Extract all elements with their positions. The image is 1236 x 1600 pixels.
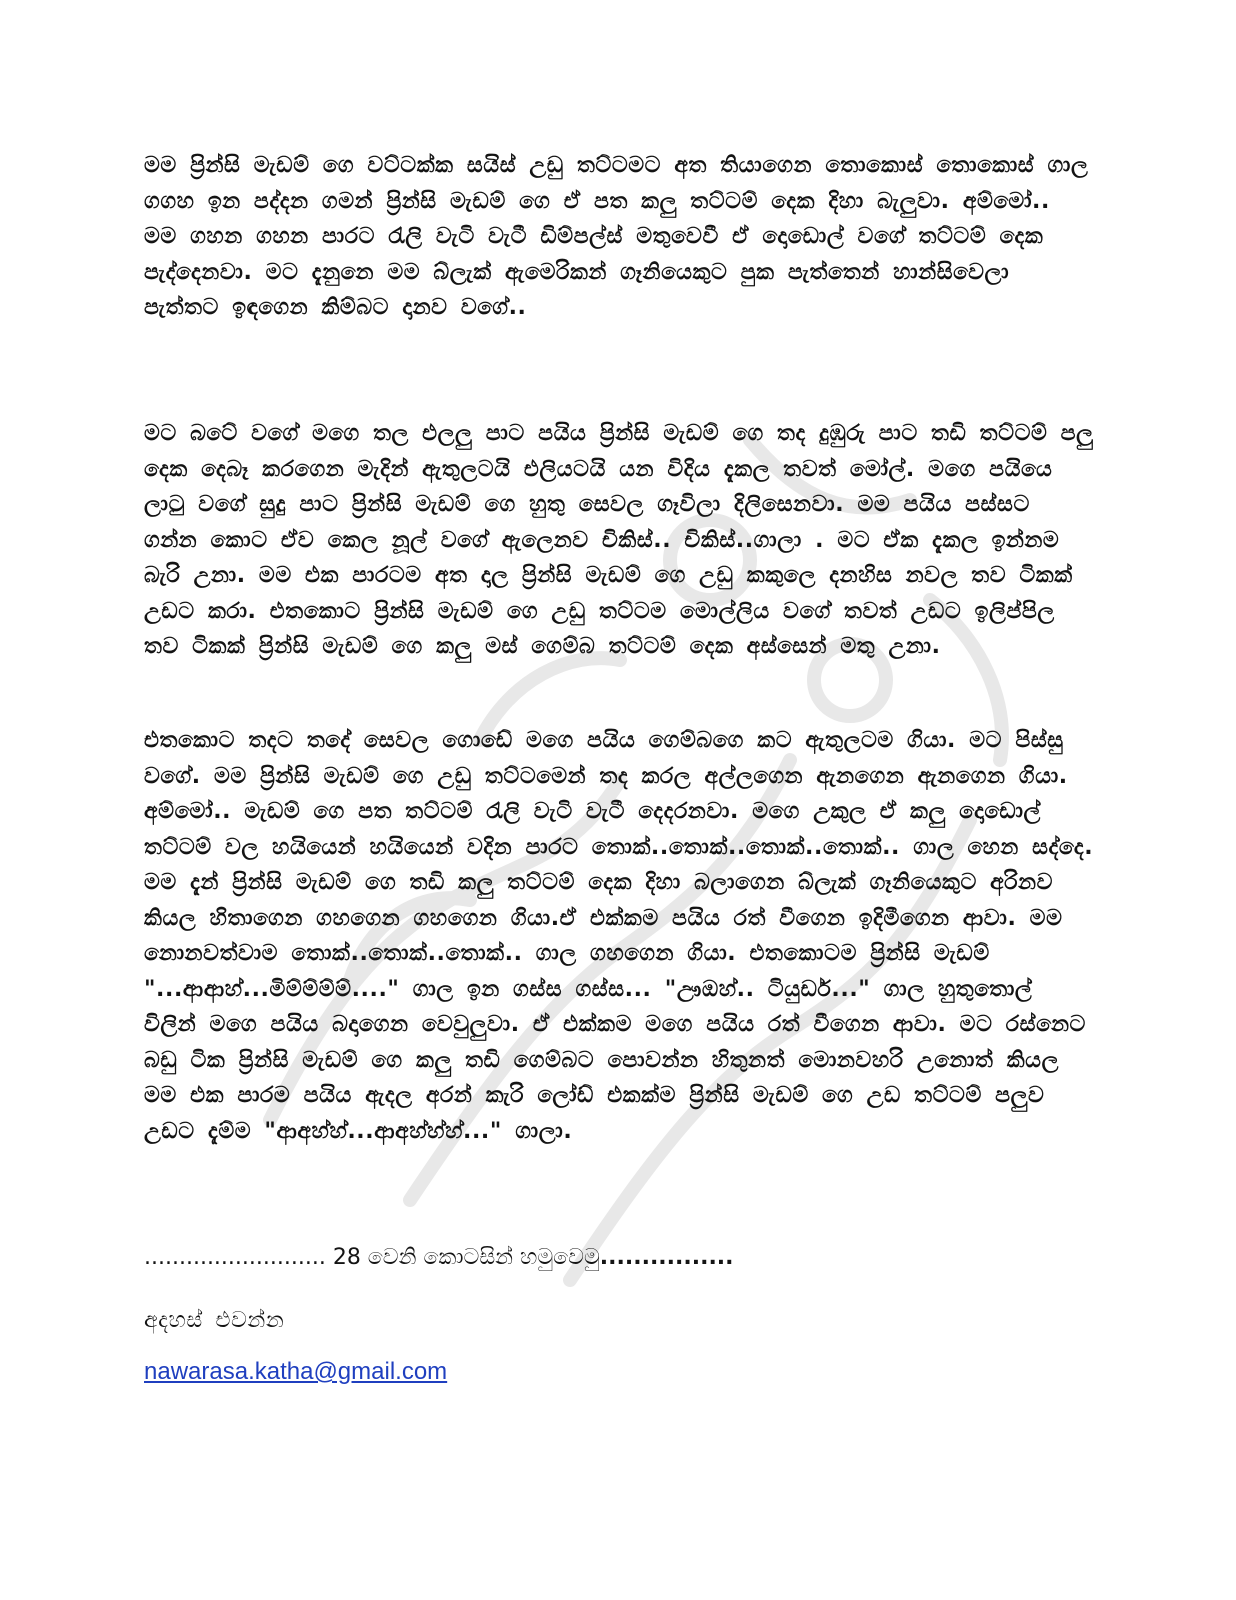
paragraph-3: එතකොට තදට තදේ සෙවල ගොඩේ මගෙ පයිය ගෙම්බගෙ කට ඇතුලටම ගියා. මට පිස්සු වගේ. මම ප්‍රින්සි මැඩම් ගෙ උඩු තට්ටමෙන් තද කරල අල්ලගෙන ඇනගෙන ඇනගෙන ගියා. අම්මෝ.. මැඩම් ගෙ පත තට්ටම් රැලි වැටි වැටී දෙදරනවා. මගෙ උකුල ඒ කලු දොඩොල් තට්ටම් වල හයියෙන් හයියෙන් වදින පාරට තොක්..තොක්..තොක්..තොක්.. ගාල හෙන සද්දෙ. මම දැන් ප්‍රින්සි මැඩම් ගෙ තඩි කලු තට්ටම් දෙක දිහා බලාගෙන බ්ලැක් ගෑනියෙකුට අරිනව කියල හිතාගෙන ගහගෙන ගහගෙන ගියා.ඒ එක්කම පයිය රත් වීගෙන ඉදිමීගෙන ආවා. මම නොනවත්වාම තොක්..තොක්..තොක්.. ගාල ගහගෙන ගියා. එතකොටම ප්‍රින්සි මැඩම් "...ආආහ්...මිම්ම්ම්ම්...." ගාල ඉන ගස්ස ගස්ස... "ඌඔහ්.. ටියුඩර්..." ගාල හුතුතොල් විලින් මගෙ පයිය බදාගෙන වෙවුලුවා. ඒ එක්කම මගෙ පයිය රත් වීගෙන ආවා. මට රස්නෙට බඩු ටික ප්‍රින්සි මැඩම් ගෙ කලු තඩි ගෙම්බට පොවන්න හිතුනත් මොනවහරි උනොත් කියල මම එක පාරම පයිය ඇදල අරන් කැරි ලෝඩ් එකක්ම ප්‍රින්සි මැඩම් ගෙ උඩ තට්ටම් පලුව උඩට දැම්ම "ආඅහ්හ්...ආඅහ්හ්හ්..." ගාලා.	[144, 728, 1094, 1144]
dots-right: ................	[599, 1245, 734, 1270]
continued-line	[144, 1240, 1094, 1276]
dots-left: ..........................	[144, 1245, 326, 1270]
continued-text: 28 වෙනි කොටසින් හමුවෙමු	[325, 1245, 600, 1270]
signoff-text: අදහස් එවන්න	[144, 1308, 285, 1333]
paragraph-1: මම ප්‍රින්සි මැඩම් ගෙ වට්ටක්ක සයිස් උඩු තට්ටමට අත තියාගෙන තොකොස් තොකොස් ගාල ගගහ ඉන පද්දන ගමන් ප්‍රින්සි මැඩම් ගෙ ඒ පත කලු තට්ටම් දෙක දිහා බැලුවා. අම්මෝ.. මම ගහන ගහන පාරට රැලි වැටි වැටී ඩිම්පල්ස් මතුවෙවී ඒ දොඩොල් වගේ තට්ටම් දෙක පැද්දෙනවා. මට දැනුනෙ මම බ්ලැක් ඇමෙරිකන් ගෑනියෙකුට පුක පැත්තෙන් හාන්සිවෙලා පැත්තට ඉඳගෙන කිම්බට දානව වගේ..	[144, 153, 1089, 320]
email-link[interactable]: nawarasa.katha@gmail.com	[144, 1358, 448, 1385]
paragraph-2: මට බටේ වගේ මගෙ තල එලලු පාට පයිය ප්‍රින්සි මැඩම් ගෙ තද දුඹුරු පාට තඩි තට්ටම් පලු දෙක දෙබෑ කරගෙන මැදින් ඇතුලටයි එලියටයි යන විදිය දැකල තවත් මෝල්. මගෙ පයියෙ ලාටු වගේ සුදු පාට ප්‍රින්සි මැඩම් ගෙ හුතු සෙවල ගෑවිලා දිලිසෙනවා. මම පයිය පස්සට ගන්න කොට ඒව කෙල නූල් වගේ ඇලෙනව චිකිස්.. චිකිස්..ගාලා . මට ඒක දැකල ඉන්නම බැරි උනා. මම එක පාරටම අත දාල ප්‍රින්සි මැඩම් ගෙ උඩු කකුලෙ දනහිස නවල තව ටිකක් උඩට කරා. එතකොට ප්‍රින්සි මැඩම් ගෙ උඩු තට්ටම මොල්ලිය වගේ තවත් උඩට ඉලිප්පිල තව ටිකක් ප්‍රින්සි මැඩම් ගෙ කලු මස් ගෙම්බ තට්ටම් දෙක අස්සෙන් මතු උනා.	[144, 421, 1094, 659]
